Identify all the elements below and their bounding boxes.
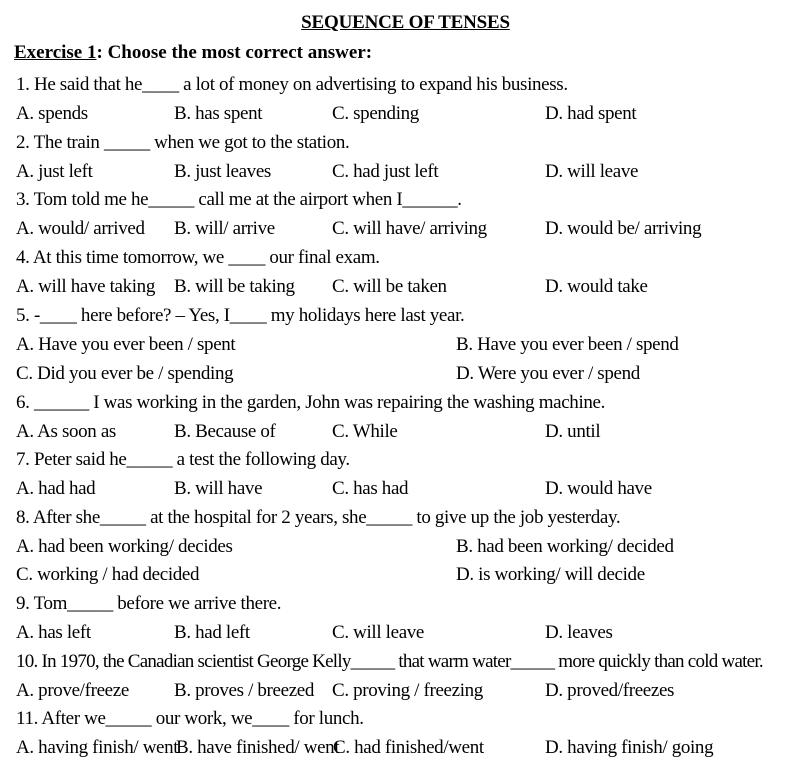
option-a: A. had been working/ decides <box>16 536 233 557</box>
option-a: A. spends <box>16 103 88 124</box>
question-text: 11. After we_____ our work, we____ for lunch. <box>16 708 364 729</box>
question-text: 9. Tom_____ before we arrive there. <box>16 593 282 614</box>
option-a: A. will have taking <box>16 276 155 297</box>
options-2 <box>0 158 811 186</box>
option-b: B. Because of <box>174 421 276 442</box>
options-5b <box>0 360 811 388</box>
exercise-heading <box>14 42 372 64</box>
option-a: A. has left <box>16 622 91 643</box>
page-title: SEQUENCE OF TENSES <box>301 12 510 33</box>
option-c: C. will be taken <box>332 276 447 297</box>
options-5a <box>0 331 811 359</box>
option-c: C. has had <box>332 478 409 499</box>
option-c: C. had just left <box>332 161 439 182</box>
question-3 <box>0 186 811 214</box>
question-2 <box>0 129 811 157</box>
option-b: B. will/ arrive <box>174 218 275 239</box>
option-a: A. As soon as <box>16 421 116 442</box>
option-d: D. leaves <box>545 622 613 643</box>
question-5 <box>0 302 811 330</box>
option-c: C. will leave <box>332 622 425 643</box>
option-d: D. until <box>545 421 601 442</box>
option-b: B. have finished/ went <box>176 737 340 758</box>
question-text: 5. -____ here before? – Yes, I____ my holidays here last year. <box>16 305 465 326</box>
exercise-label: Exercise 1 <box>14 42 97 63</box>
option-d: D. having finish/ going <box>545 737 714 758</box>
option-c: C. While <box>332 421 398 442</box>
question-6 <box>0 389 811 417</box>
exercise-instruction: : Choose the most correct answer: <box>96 42 373 63</box>
options-7 <box>0 475 811 503</box>
option-d: D. will leave <box>545 161 639 182</box>
option-d: D. would be/ arriving <box>545 218 702 239</box>
options-6 <box>0 418 811 446</box>
question-8 <box>0 504 811 532</box>
option-a: A. would/ arrived <box>16 218 145 239</box>
question-text: 7. Peter said he_____ a test the following day. <box>16 449 350 470</box>
option-c: C. proving / freezing <box>332 680 483 701</box>
option-c: C. Did you ever be / spending <box>16 363 234 384</box>
question-text: 2. The train _____ when we got to the station. <box>16 132 350 153</box>
options-8a <box>0 533 811 561</box>
question-9 <box>0 590 811 618</box>
options-3 <box>0 215 811 243</box>
question-text: 8. After she_____ at the hospital for 2 years, she_____ to give up the job yesterday. <box>16 507 621 528</box>
option-b: B. will have <box>174 478 263 499</box>
option-d: D. Were you ever / spend <box>456 363 640 384</box>
option-a: A. Have you ever been / spent <box>16 334 236 355</box>
question-1 <box>0 71 811 99</box>
option-b: B. has spent <box>174 103 263 124</box>
option-d: D. is working/ will decide <box>456 564 645 585</box>
question-10 <box>0 648 811 676</box>
question-4 <box>0 244 811 272</box>
options-1 <box>0 100 811 128</box>
option-a: A. prove/freeze <box>16 680 129 701</box>
options-10 <box>0 677 811 705</box>
option-b: B. Have you ever been / spend <box>456 334 679 355</box>
question-text: 3. Tom told me he_____ call me at the airport when I______. <box>16 189 462 210</box>
option-b: B. proves / breezed <box>174 680 315 701</box>
option-b: B. just leaves <box>174 161 271 182</box>
option-a: A. having finish/ went <box>16 737 179 758</box>
question-text: 4. At this time tomorrow, we ____ our final exam. <box>16 247 380 268</box>
question-text: 6. ______ I was working in the garden, John was repairing the washing machine. <box>16 392 606 413</box>
option-b: B. had left <box>174 622 250 643</box>
option-c: C. will have/ arriving <box>332 218 487 239</box>
option-a: A. just left <box>16 161 93 182</box>
option-b: B. will be taking <box>174 276 295 297</box>
option-d: D. had spent <box>545 103 637 124</box>
question-11 <box>0 705 811 733</box>
question-text: 10. In 1970, the Canadian scientist George Kelly_____ that warm water_____ more quickly than cold water. <box>16 651 763 672</box>
question-text: 1. He said that he____ a lot of money on advertising to expand his business. <box>16 74 568 95</box>
options-11 <box>0 734 811 762</box>
option-a: A. had had <box>16 478 96 499</box>
option-c: C. spending <box>332 103 419 124</box>
option-c: C. had finished/went <box>333 737 484 758</box>
option-c: C. working / had decided <box>16 564 200 585</box>
question-7 <box>0 446 811 474</box>
options-9 <box>0 619 811 647</box>
options-4 <box>0 273 811 301</box>
options-8b <box>0 561 811 589</box>
option-d: D. proved/freezes <box>545 680 675 701</box>
option-d: D. would have <box>545 478 652 499</box>
option-b: B. had been working/ decided <box>456 536 674 557</box>
option-d: D. would take <box>545 276 648 297</box>
